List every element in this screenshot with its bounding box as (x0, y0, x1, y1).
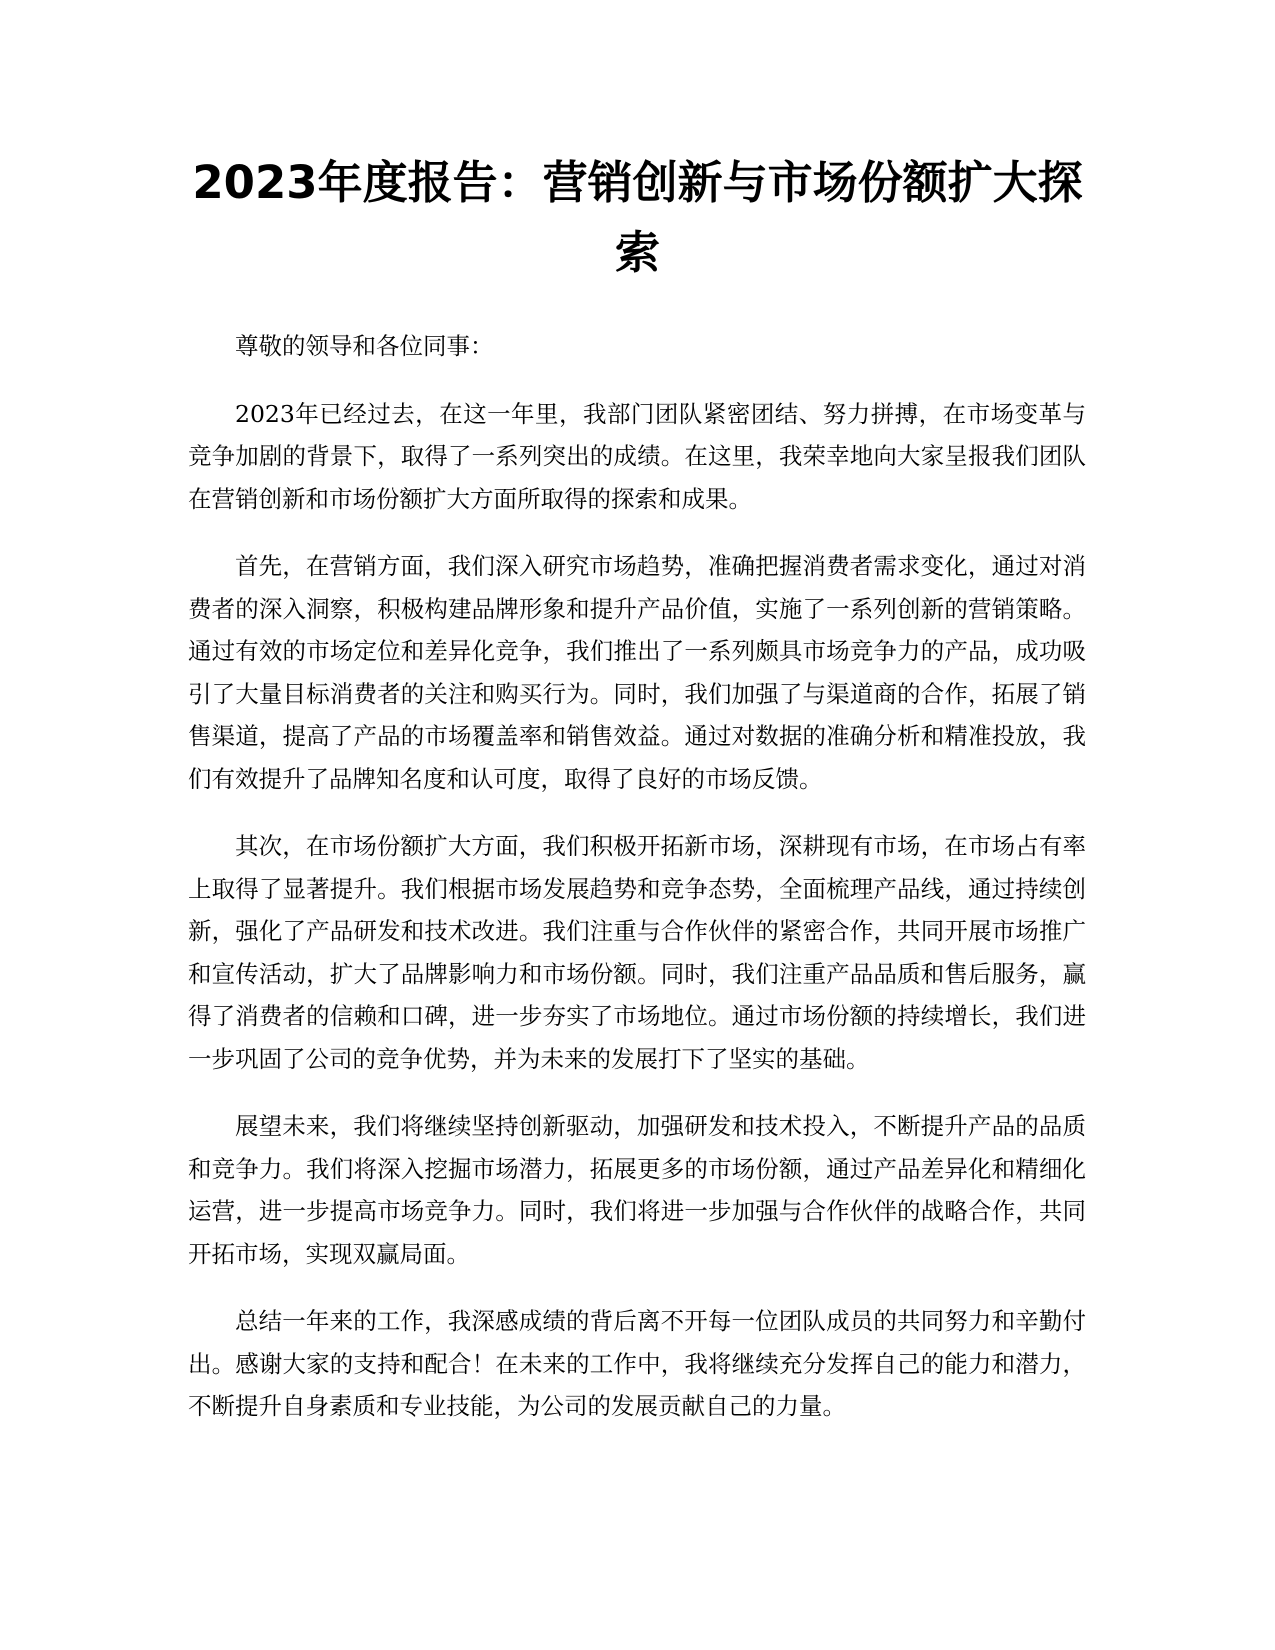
summary-paragraph: 总结一年来的工作，我深感成绩的背后离不开每一位团队成员的共同努力和辛勤付出。感谢大家的支持和配合！在未来的工作中，我将继续充分发挥自己的能力和潜力，不断提升自身素质和专业技能，为公司的发展贡献自己的力量。 (188, 1307, 1086, 1420)
outlook-paragraph: 展望未来，我们将继续坚持创新驱动，加强研发和技术投入，不断提升产品的品质和竞争力。我们将深入挖掘市场潜力，拓展更多的市场份额，通过产品差异化和精细化运营，进一步提高市场竞争力。同时，我们将进一步加强与合作伙伴的战略合作，共同开拓市场，实现双赢局面。 (188, 1112, 1086, 1268)
intro-paragraph: 2023年已经过去，在这一年里，我部门团队紧密团结、努力拼搏，在市场变革与竞争加剧的背景下，取得了一系列突出的成绩。在这里，我荣幸地向大家呈报我们团队在营销创新和市场份额扩大方面所取得的探索和成果。 (188, 399, 1086, 513)
document-body (188, 325, 1086, 1453)
marketing-paragraph: 首先，在营销方面，我们深入研究市场趋势，准确把握消费者需求变化，通过对消费者的深入洞察，积极构建品牌形象和提升产品价值，实施了一系列创新的营销策略。通过有效的市场定位和差异化竞争，我们推出了一系列颇具市场竞争力的产品，成功吸引了大量目标消费者的关注和购买行为。同时，我们加强了与渠道商的合作，拓展了销售渠道，提高了产品的市场覆盖率和销售效益。通过对数据的准确分析和精准投放，我们有效提升了品牌知名度和认可度，取得了良好的市场反馈。 (188, 552, 1086, 793)
document-title: 2023年度报告：营销创新与市场份额扩大探索 (192, 156, 1083, 279)
salutation-paragraph: 尊敬的领导和各位同事： (235, 332, 494, 360)
market-share-paragraph: 其次，在市场份额扩大方面，我们积极开拓新市场，深耕现有市场，在市场占有率上取得了显著提升。我们根据市场发展趋势和竞争态势，全面梳理产品线，通过持续创新，强化了产品研发和技术改进。我们注重与合作伙伴的紧密合作，共同开展市场推广和宣传活动，扩大了品牌影响力和市场份额。同时，我们注重产品品质和售后服务，赢得了消费者的信赖和口碑，进一步夯实了市场地位。通过市场份额的持续增长，我们进一步巩固了公司的竞争优势，并为未来的发展打下了坚实的基础。 (188, 832, 1086, 1073)
